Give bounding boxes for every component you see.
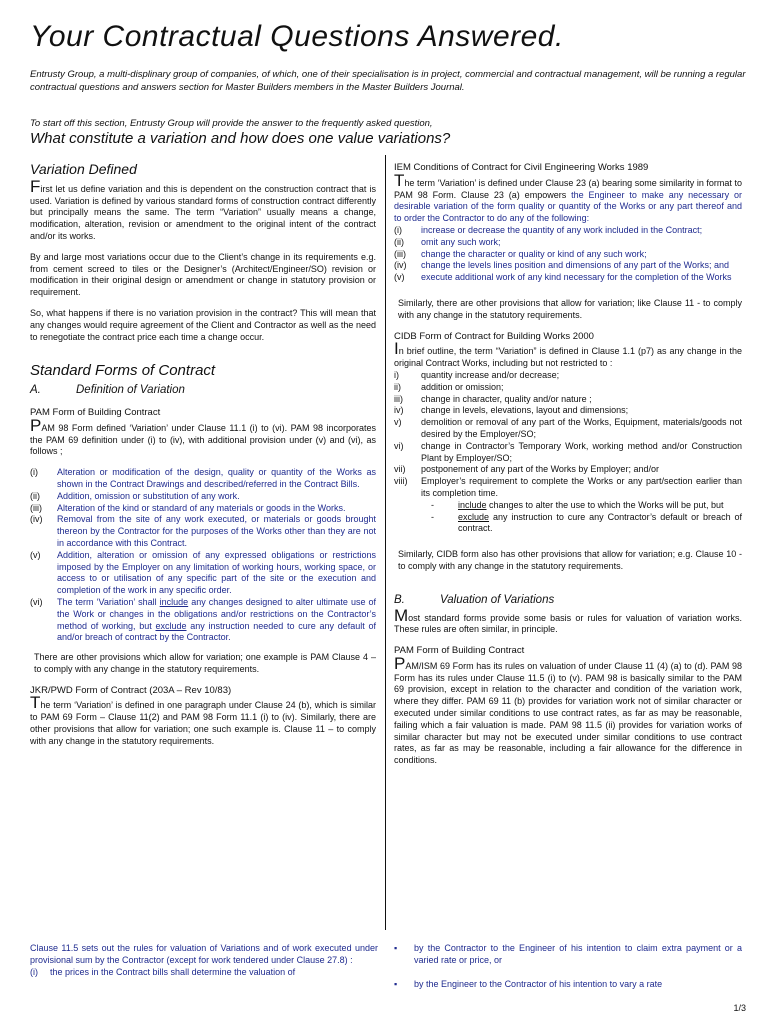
iem-items-list [394, 225, 742, 284]
list-item: (ii) omit any such work; [394, 236, 501, 247]
standard-forms-heading: Standard Forms of Contract [30, 362, 216, 380]
bullet-icon: ▪ [394, 943, 398, 953]
no-provision-paragraph: So, what happens if there is no variation provision in the contract? This will mean that any changes would require agreement of the Client and Contractor as well as the need to renegotiate the contract price each time a change occur. [30, 307, 376, 342]
cidb-heading: CIDB Form of Contract for Building Works 2000 [394, 330, 594, 342]
list-item: (v) execute additional work of any kind necessary for the completion of the Works [394, 272, 732, 283]
main-question: What constitute a variation and how does one value variations? [30, 130, 451, 147]
pam-valuation-paragraph: PAM/ISM 69 Form has its rules on valuation of under Clause 11 (4) (a) to (d). PAM 98 Form has its rules under Clause 11.5 (i) to (v). PAM 98 is basically similar to the PAM 69 provision, except in relation to the character and condition of the variation work, where they differ. PAM 69 11 (b) provides for variation work not of similar character or executed under similar conditions to use contract rates, as far as may be reasonable, failing which a fair valuation is made. PAM 98 11.5 (ii) provides for variation works of similar character but may not be executed under similar conditions to use contract rates, as far as may be reasonable, including a fair allowance for the difference in conditions. [394, 653, 742, 766]
jkr-heading: JKR/PWD Form of Contract (203A – Rev 10/83) [30, 684, 232, 696]
right-column [394, 160, 742, 776]
page-number: 1/3 [733, 1003, 746, 1013]
list-item: (vi) The term ‘Variation’ shall include any changes designed to alter ultimate use of the Work or changes in the obligations and/or restrictions on the Contractor’s method of working, but exclude any instruction needed to cure any default of and/or breach of contract by the Contractor. [30, 596, 376, 643]
list-item: (i) increase or decrease the quantity of any work included in the Contract; [394, 224, 703, 235]
pam-paragraph: PAM 98 Form defined ‘Variation’ under Clause 11.1 (i) to (vi). PAM 98 incorporates the PAM 69 definition under (i) to (iv), with additional provision under (v) and (vi), as follows ; [30, 415, 376, 457]
intro-lead: To start off this section, Entrusty Group will provide the answer to the frequently asked question, [30, 118, 433, 129]
cidb-items-list [394, 370, 742, 535]
jkr-paragraph: The term ‘Variation’ is defined in one paragraph under Clause 24 (b), which is similar to PAM 69 Form – Clause 11(2) and PAM 98 Form 11.1 (i) to (iv). Similarly, there are other provisions that allow for variation; one such example is. Clause 11 – to comply with any change in the statutory requirements. [30, 693, 376, 746]
clause-11-5-text: Clause 11.5 sets out the rules for valuation of Variations and of work executed under provisional sum by the Contractor (except for work tendered under Clause 27.8) : [30, 943, 378, 965]
pam-heading: PAM Form of Building Contract [30, 406, 161, 418]
list-item: vi) change in Contractor’s Temporary Work, working method and/or Construction Plant by Employer/SO; [394, 440, 742, 463]
pam-valuation-heading: PAM Form of Building Contract [394, 645, 525, 657]
column-divider [385, 155, 386, 930]
left-column [30, 158, 376, 757]
page-title: Your Contractual Questions Answered. [30, 20, 564, 53]
list-item: iv) change in levels, elevations, layout and dimensions; [394, 405, 629, 416]
list-item: (ii) Addition, omission or substitution of any work. [30, 490, 240, 501]
pam-other-paragraph: There are other provisions which allow for variation; one example is PAM Clause 4 – to comply with any change in the statutory requirements. [34, 652, 376, 674]
list-item: iii) change in character, quality and/or nature ; [394, 393, 592, 404]
notice-bullets [394, 942, 742, 1002]
iem-heading: IEM Conditions of Contract for Civil Engineering Works 1989 [394, 162, 649, 173]
iem-similarly-paragraph: Similarly, there are other provisions that allow for variation; like Clause 11 - to comply with any change in the statutory requirements. [398, 297, 742, 320]
cidb-similarly-paragraph: Similarly, CIDB form also has other provisions that allow for variation; e.g. Clause 10 - to comply with any change in the statutory requirements. [398, 549, 742, 571]
list-item: (i) Alteration or modification of the design, quality or quantity of the Works as shown in the Contract Drawings and described/referred in the Contract Bills. [30, 467, 376, 489]
list-item: (iv) change the levels lines position and dimensions of any part of the Works; and [394, 260, 730, 271]
list-item: ▪ by the Contractor to the Engineer of his intention to claim extra payment or a varied rate or price, or [394, 943, 742, 965]
intro-paragraph: Entrusty Group, a multi-displinary group of companies, of which, one of their specialisation is in project, commercial and contractual management, will be running a regular contractual questions and answers section for Master Builders members in the Master Builders Journal. [30, 69, 746, 93]
variation-definition-paragraph: First let us define variation and this is dependent on the construction contract that is used. Variation is defined by various standard forms of construction contract differently but principally means the same. The term “Variation” usually means a change, modification, alteration, revision or amendment to the original intent of the contract and/or its works. [30, 176, 376, 241]
list-item: (iii) change the character or quality or kind of any such work; [394, 248, 647, 259]
list-item: ii) addition or omission; [394, 381, 504, 392]
clause-11-5-block [30, 942, 378, 978]
list-item: i) quantity increase and/or decrease; [394, 369, 560, 380]
iem-paragraph: The term ‘Variation’ is defined under Clause 23 (a) bearing some similarity in format to PAM 98 Form. Clause 23 (a) empowers the Engineer to make any necessary or desirable variation of the form quality or quantity of the Works or any part thereof and to order the Contractor to do any of the following: [394, 170, 742, 224]
cidb-sublist [421, 500, 742, 535]
list-item: viii) Employer’s requirement to complete the Works or any part/section earlier than its completion time. - include changes to alter the use to which the Works will be put, but - exclude any instruction to cure any Contractor’s default or breach of contract. [394, 476, 742, 534]
valuation-subheading: B. Valuation of Variations [394, 593, 555, 606]
list-item: (iii) Alteration of the kind or standard of any materials or goods in the Works. [30, 502, 346, 513]
list-item: - include changes to alter the use to which the Works will be put, but [431, 499, 724, 510]
valuation-paragraph: Most standard forms provide some basis or rules for valuation of variation works. These rules are often similar, in principle. [394, 605, 742, 635]
list-item: (v) Addition, alteration or omission of any expressed obligations or restrictions imposed by the Employer on any limitation of working hours, working space, or access to or utilisation of any specific part of the site or the execution and completion of the work in any specific order. [30, 549, 376, 596]
list-item: v) demolition or removal of any part of the Works, Equipment, materials/goods not desired by the Employer/SO; [394, 417, 742, 439]
bullet-icon: ▪ [394, 979, 398, 989]
definition-subheading: A. Definition of Variation [30, 384, 185, 397]
cidb-paragraph: In brief outline, the term “Variation” is defined in Clause 1.1 (p7) as any change in the original Contract Works, including but not restricted to : [394, 339, 742, 369]
list-item: vii) postponement of any part of the Works by Employer; and/or [394, 464, 659, 475]
variation-defined-heading: Variation Defined [30, 161, 137, 177]
clause-11-5-item: (i) the prices in the Contract bills shall determine the valuation of [30, 967, 296, 977]
list-item: (iv) Removal from the site of any work executed, or materials or goods brought thereon by the Contractor for the purposes of the Works other than they are not in accordance with this Contract. [30, 514, 376, 548]
list-item: ▪ by the Engineer to the Contractor of his intention to vary a rate [394, 979, 663, 989]
variation-causes-paragraph: By and large most variations occur due to the Client’s change in its requirements e.g. from cement screed to tiles or the Designer’s (Architect/Engineer/SO) revision or modification in their original design or amendment or change in statutory provision or requirement. [30, 251, 376, 298]
pam-items-list [30, 467, 376, 644]
list-item: - exclude any instruction to cure any Contractor’s default or breach of contract. [431, 511, 742, 534]
